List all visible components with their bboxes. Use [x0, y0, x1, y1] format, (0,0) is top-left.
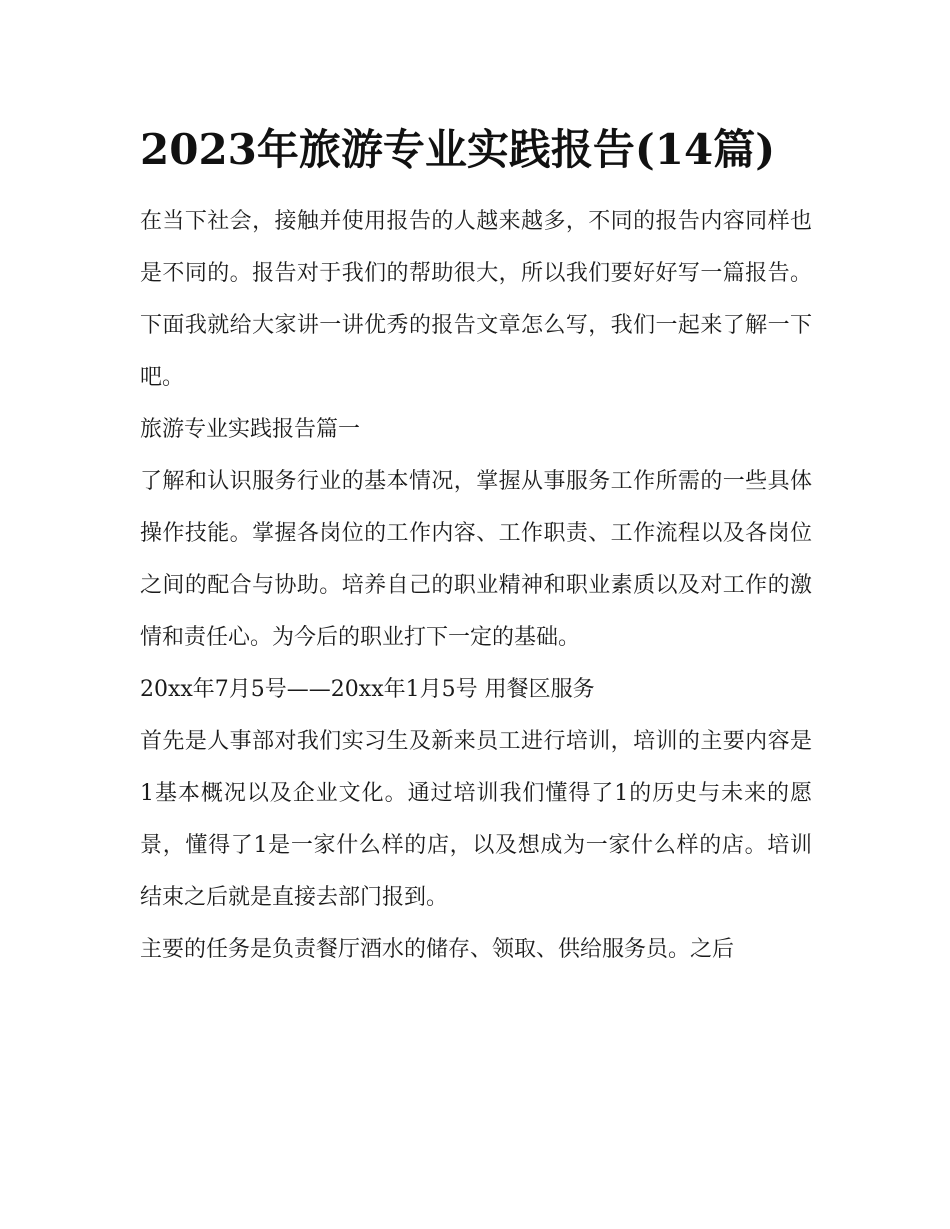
document-body: [140, 196, 812, 976]
training-paragraph: 首先是人事部对我们实习生及新来员工进行培训，培训的主要内容是1基本概况以及企业文化。通过培训我们懂得了1的历史与未来的愿景，懂得了1是一家什么样的店，以及想成为一家什么样的店。培训结束之后就是直接去部门报到。: [140, 729, 812, 910]
purpose-paragraph: 了解和认识服务行业的基本情况，掌握从事服务工作所需的一些具体操作技能。掌握各岗位的工作内容、工作职责、工作流程以及各岗位之间的配合与协助。培养自己的职业精神和职业素质以及对工作的激情和责任心。为今后的职业打下一定的基础。: [140, 469, 812, 650]
task-paragraph: 主要的任务是负责餐厅酒水的储存、领取、供给服务员。之后: [140, 937, 735, 962]
date-range-line: 20xx年7月5号——20xx年1月5号 用餐区服务: [140, 677, 595, 702]
intro-paragraph: 在当下社会，接触并使用报告的人越来越多，不同的报告内容同样也是不同的。报告对于我们的帮助很大，所以我们要好好写一篇报告。下面我就给大家讲一讲优秀的报告文章怎么写，我们一起来了解一下吧。: [140, 209, 812, 390]
document-page: [140, 112, 812, 976]
document-title: 2023年旅游专业实践报告(14篇): [140, 125, 776, 174]
section-heading: 旅游专业实践报告篇一: [140, 417, 361, 442]
